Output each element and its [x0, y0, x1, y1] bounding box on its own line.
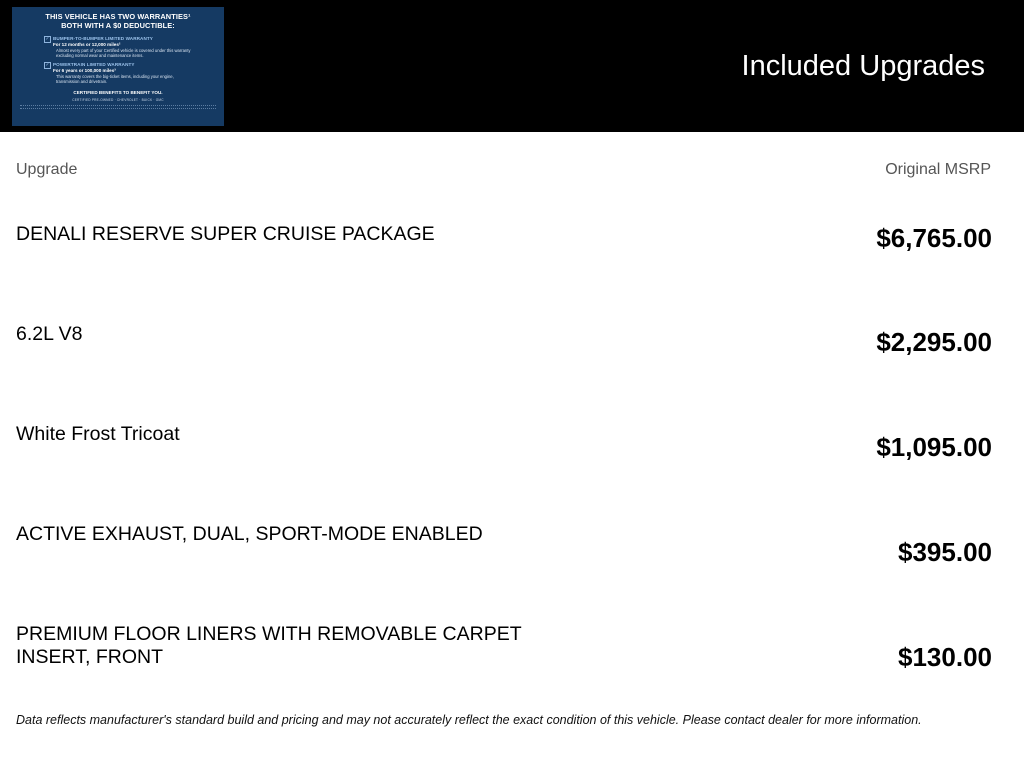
warranty-image — [12, 7, 224, 126]
upgrade-price: $1,095.00 — [876, 432, 992, 462]
warranty-title — [20, 12, 216, 30]
table-row — [16, 223, 992, 313]
disclaimer-footnote: Data reflects manufacturer's standard build and pricing and may not accurately reflect the exact condition of this vehicle. Please contact dealer for more information. — [16, 713, 922, 727]
table-row — [16, 623, 992, 713]
warranty-item-description: Almost every part of your Certified vehicle is covered under this warranty excluding normal wear and maintenance items. — [56, 48, 191, 58]
warranty-item-heading: BUMPER-TO-BUMPER LIMITED WARRANTY — [53, 36, 153, 41]
page-title: Included Upgrades — [741, 50, 985, 82]
upgrade-name: ACTIVE EXHAUST, DUAL, SPORT-MODE ENABLED — [16, 523, 483, 545]
table-row — [16, 323, 992, 413]
warranty-item — [20, 36, 216, 58]
warranty-item-heading: POWERTRAIN LIMITED WARRANTY — [53, 62, 135, 67]
warranty-item-subheading: For 6 years or 100,000 miles³ — [53, 68, 116, 73]
column-header-msrp: Original MSRP — [885, 161, 991, 178]
warranty-title-line1: THIS VEHICLE HAS TWO WARRANTIES¹ — [45, 12, 191, 21]
warranty-title-line2: BOTH WITH A $0 DEDUCTIBLE: — [61, 21, 175, 30]
upgrade-name: 6.2L V8 — [16, 323, 83, 345]
upgrade-name: PREMIUM FLOOR LINERS WITH REMOVABLE CARPET INSERT, FRONT — [16, 623, 522, 668]
checkbox-icon: ✓ — [45, 36, 50, 42]
table-row — [16, 523, 992, 613]
upgrade-price: $2,295.00 — [876, 327, 992, 357]
warranty-item — [20, 62, 216, 84]
page-header — [0, 0, 1024, 132]
warranty-benefits: CERTIFIED BENEFITS TO BENEFIT YOU. — [73, 90, 163, 95]
upgrade-name: DENALI RESERVE SUPER CRUISE PACKAGE — [16, 223, 435, 245]
column-header-upgrade: Upgrade — [16, 161, 78, 178]
warranty-item-subheading: For 12 months or 12,000 miles² — [53, 42, 121, 47]
fine-print — [20, 105, 216, 109]
upgrade-price: $6,765.00 — [876, 223, 992, 253]
warranty-item-description: This warranty covers the big-ticket items, including your engine, transmission and drivetrain. — [56, 74, 174, 84]
upgrade-price: $395.00 — [898, 537, 992, 567]
upgrade-price: $130.00 — [898, 642, 992, 672]
checkbox-icon: ✓ — [45, 62, 50, 68]
table-row — [16, 423, 992, 513]
brand-logos: CERTIFIED PRE-OWNED · CHEVROLET · BUICK · GMC — [72, 98, 164, 102]
upgrade-name: White Frost Tricoat — [16, 423, 180, 445]
